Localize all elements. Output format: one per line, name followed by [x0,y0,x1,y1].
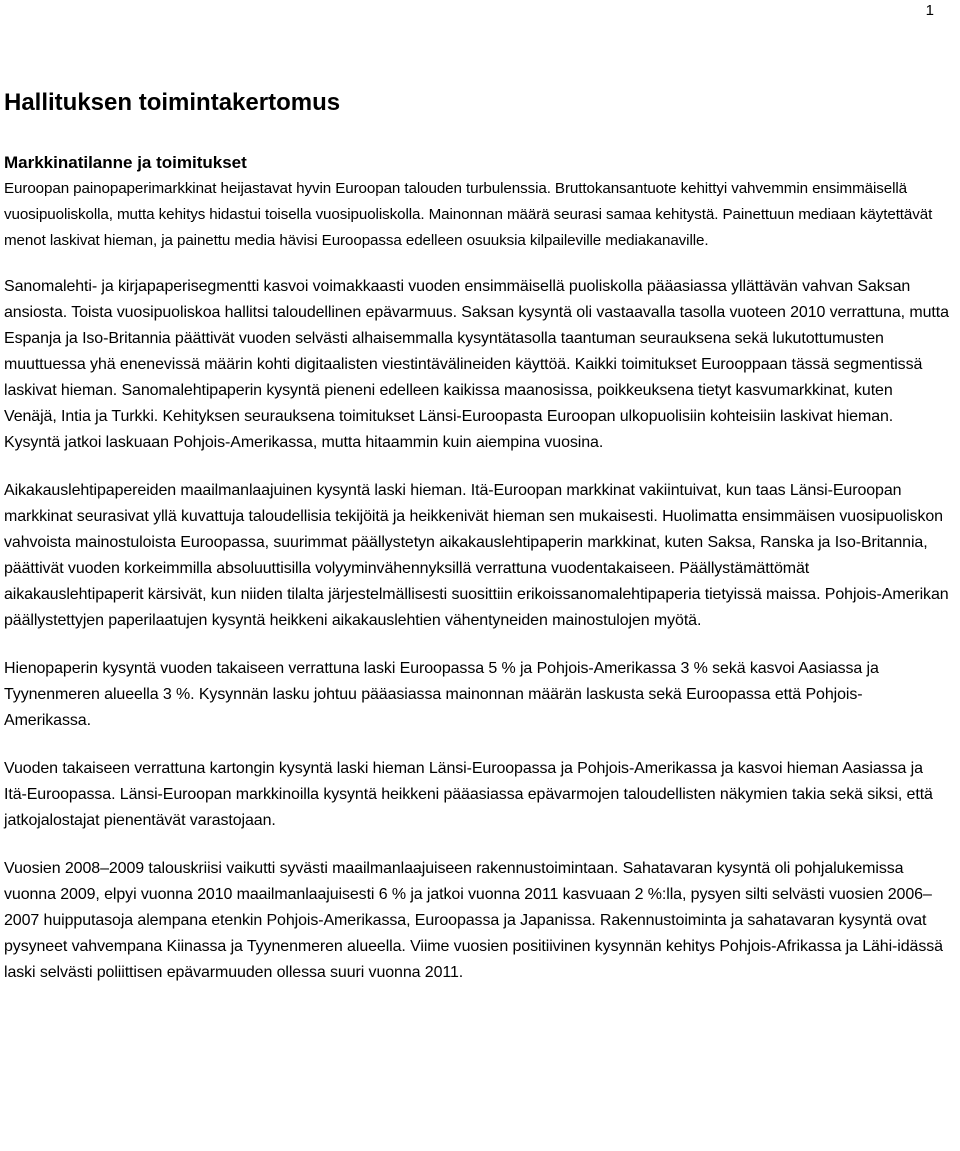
paragraph-wood-products: Vuosien 2008–2009 talouskriisi vaikutti syvästi maailmanlaajuiseen rakennustoimintaan. Sahatavaran kysyntä oli pohjalukemissa vuonna 2009, elpyi vuonna 2010 maailmanlaajuisesti 6 % ja jatkoi vuonna 2011 kasvuaan 2 %:lla, pysyen silti selvästi vuosien 2006–2007 huipputasoja alempana etenkin Pohjois-Amerikassa, Euroopassa ja Japanissa. Rakennustoiminta ja sahatavaran kysyntä ovat pysyneet vahvempana Kiinassa ja Tyynenmeren alueella. Viime vuosien positiivinen kysynnän kehitys Pohjois-Afrikassa ja Lähi-idässä laski selvästi poliittisen epävarmuuden ollessa suuri vuonna 2011. [4,860,943,981]
document-body [4,176,949,1008]
document-title: Hallituksen toimintakertomus [4,89,341,116]
paragraph-magazine-paper: Aikakauslehtipapereiden maailmanlaajuinen kysyntä laski hieman. Itä-Euroopan markkinat vakiintuivat, kun taas Länsi-Euroopan markkinat seurasivat yllä kuvattuja taloudellisia tekijöitä ja heikkenivät hieman sen mukaisesti. Huolimatta ensimmäisen vuosipuoliskon vahvoista mainostuloista Euroopassa, suurimmat päällystetyn aikakauslehtipaperin markkinat, kuten Saksa, Ranska ja Iso-Britannia, päättivät vuoden korkeimmilla absoluuttisilla volyyminvähennyksillä verrattuna vuodentakaiseen. Päällystämättömät aikakauslehtipaperit kärsivät, kun niiden tilalta järjestelmällisesti suosittiin erikoissanomalehtipaperia tietyissä maissa. Pohjois-Amerikan päällystettyjen paperilaatujen kysyntä heikkeni aikakauslehtien vähentyneiden mainostulojen myötä. [4,482,949,629]
paragraph-market-overview: Euroopan painopaperimarkkinat heijastavat hyvin Euroopan talouden turbulenssia. Bruttokansantuote kehittyi vahvemmin ensimmäisellä vuosipuoliskolla, mutta kehitys hidastui toisella vuosipuoliskolla. Mainonnan määrä seurasi samaa kehitystä. Painettuun mediaan käytettävät menot laskivat hieman, ja painettu media hävisi Euroopassa edelleen osuuksia kilpaileville mediakanaville. [4,180,933,249]
page-number: 1 [925,2,934,19]
section-heading: Markkinatilanne ja toimitukset [4,153,247,172]
paragraph-fine-paper: Hienopaperin kysyntä vuoden takaiseen verrattuna laski Euroopassa 5 % ja Pohjois-Amerikassa 3 % sekä kasvoi Aasiassa ja Tyynenmeren alueella 3 %. Kysynnän lasku johtuu pääasiassa mainonnan määrän laskusta sekä Euroopassa että Pohjois-Amerikassa. [4,660,879,729]
paragraph-board: Vuoden takaiseen verrattuna kartongin kysyntä laski hieman Länsi-Euroopassa ja Pohjois-Amerikassa ja kasvoi hieman Aasiassa ja Itä-Euroopassa. Länsi-Euroopan markkinoilla kysyntä heikkeni pääasiassa epävarmojen taloudellisten näkymien takia sekä siksi, että jatkojalostajat pienentävät varastojaan. [4,760,933,829]
paragraph-newsprint-book: Sanomalehti- ja kirjapaperisegmentti kasvoi voimakkaasti vuoden ensimmäisellä puoliskolla pääasiassa yllättävän vahvan Saksan ansiosta. Toista vuosipuoliskoa hallitsi taloudellinen epävarmuus. Saksan kysyntä oli vastaavalla tasolla vuoteen 2010 verrattuna, mutta Espanja ja Iso-Britannia päättivät vuoden selvästi alhaisemmalla kysyntätasolla taantuman seurauksena sekä lukutottumusten muuttuessa yhä enenevissä määrin kohti digitaalisten viestintävälineiden käyttöä. Kaikki toimitukset Eurooppaan tässä segmentissä laskivat hieman. Sanomalehtipaperin kysyntä pieneni edelleen kaikissa maanosissa, poikkeuksena tietyt kasvumarkkinat, kuten Venäjä, Intia ja Turkki. Kehityksen seurauksena toimitukset Länsi-Euroopasta Euroopan ulkopuolisiin kohteisiin laskivat hieman. Kysyntä jatkoi laskuaan Pohjois-Amerikassa, mutta hitaammin kuin aiempina vuosina. [4,278,949,451]
